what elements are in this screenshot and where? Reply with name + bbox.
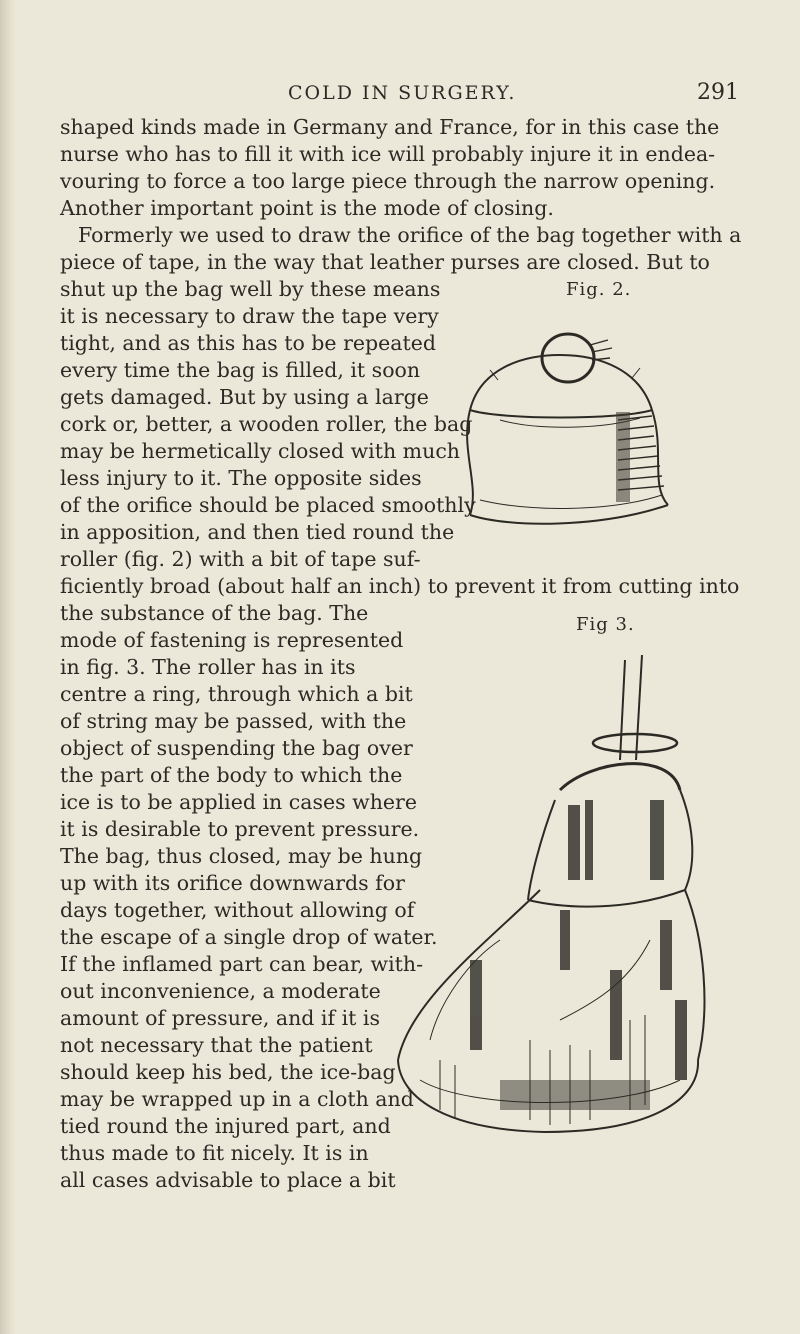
text-line: thus made to fit nicely. It is in — [60, 1141, 369, 1165]
text-line: days together, without allowing of — [60, 898, 415, 922]
text-line: ice is to be applied in cases where — [60, 790, 417, 814]
text-line: ficiently broad (about half an inch) to prevent it from cutting into — [60, 574, 740, 598]
text-line: shut up the bag well by these means — [60, 277, 441, 301]
fig3-illustration — [380, 640, 710, 1160]
text-line: shaped kinds made in Germany and France, for in this case the — [60, 115, 720, 139]
text-line: all cases advisable to place a bit — [60, 1168, 396, 1192]
text-line: Formerly we used to draw the orifice of the bag together with a — [78, 223, 742, 247]
text-line: it is desirable to prevent pressure. — [60, 817, 420, 841]
text-line: If the inflamed part can bear, with- — [60, 952, 424, 976]
text-line: in apposition, and then tied round the — [60, 520, 455, 544]
running-head: COLD IN SURGERY. — [288, 82, 517, 104]
text-line: not necessary that the patient — [60, 1033, 373, 1057]
text-line: up with its orifice downwards for — [60, 871, 405, 895]
fig2-caption: Fig. 2. — [566, 279, 632, 300]
text-line: every time the bag is filled, it soon — [60, 358, 421, 382]
text-line: the escape of a single drop of water. — [60, 925, 438, 949]
text-line: should keep his bed, the ice-bag — [60, 1060, 396, 1084]
text-line: of the orifice should be placed smoothly — [60, 493, 476, 517]
text-line: gets damaged. But by using a large — [60, 385, 429, 409]
text-line: piece of tape, in the way that leather purses are closed. But to — [60, 250, 710, 274]
text-line: of string may be passed, with the — [60, 709, 407, 733]
text-line: The bag, thus closed, may be hung — [60, 844, 423, 868]
page-gutter — [0, 0, 16, 1334]
text-line: vouring to force a too large piece through the narrow opening. — [60, 169, 716, 193]
text-line: Another important point is the mode of closing. — [60, 196, 554, 220]
text-line: amount of pressure, and if it is — [60, 1006, 380, 1030]
text-line: tight, and as this has to be repeated — [60, 331, 436, 355]
text-line: out inconvenience, a moderate — [60, 979, 381, 1003]
text-line: centre a ring, through which a bit — [60, 682, 413, 706]
text-line: may be hermetically closed with much — [60, 439, 461, 463]
fig3-caption: Fig 3. — [576, 614, 635, 635]
text-line: tied round the injured part, and — [60, 1114, 391, 1138]
text-line: less injury to it. The opposite sides — [60, 466, 422, 490]
page-number: 291 — [697, 80, 739, 105]
text-line: object of suspending the bag over — [60, 736, 413, 760]
fig2-illustration — [440, 300, 680, 550]
text-line: roller (fig. 2) with a bit of tape suf- — [60, 547, 421, 571]
text-line: in fig. 3. The roller has in its — [60, 655, 356, 679]
text-line: mode of fastening is represented — [60, 628, 404, 652]
page-header — [0, 82, 800, 112]
text-line: the substance of the bag. The — [60, 601, 369, 625]
text-line: may be wrapped up in a cloth and — [60, 1087, 414, 1111]
text-line: it is necessary to draw the tape very — [60, 304, 439, 328]
text-line: cork or, better, a wooden roller, the bag — [60, 412, 473, 436]
text-line: the part of the body to which the — [60, 763, 403, 787]
text-line: nurse who has to fill it with ice will probably injure it in endea- — [60, 142, 716, 166]
